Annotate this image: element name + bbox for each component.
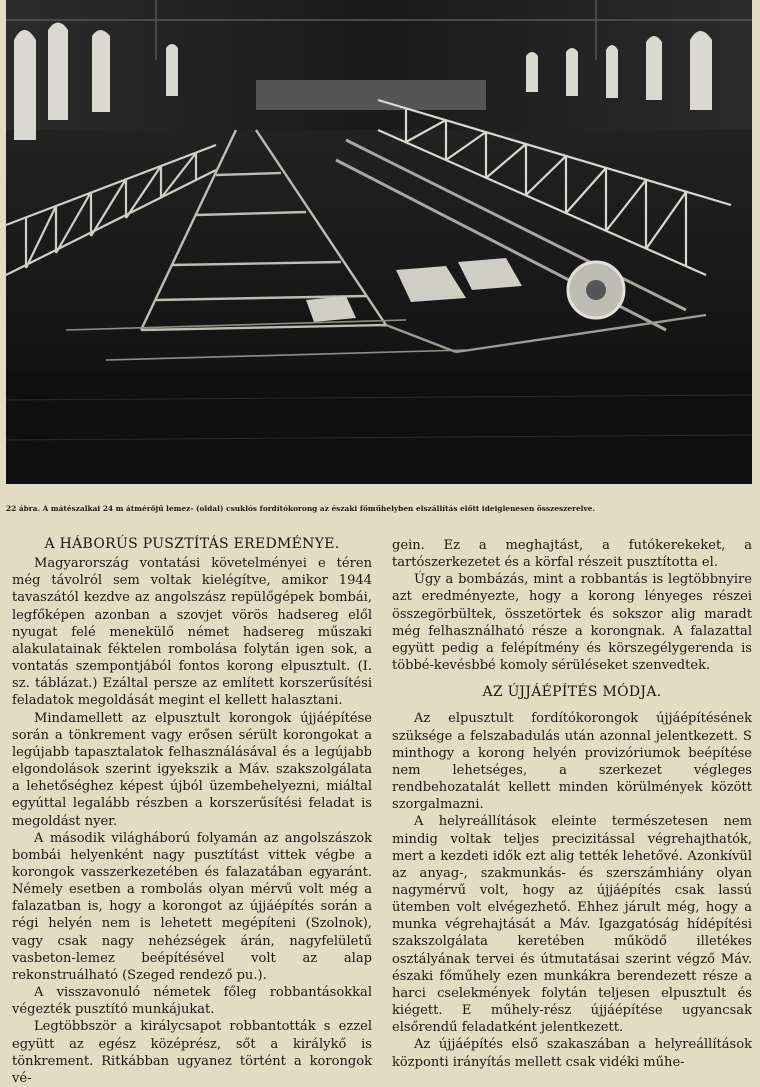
- paragraph: Az újjáépítés első szakaszában a helyreállítások központi irányítás mellett csak vidéki műhe-: [392, 1037, 752, 1070]
- paragraph: Magyarország vontatási követelményei e téren még távolról sem voltak kielégítve, amikor 1944 tavaszától kezdve az angolszász repülőgépek bombái, legfőképen azonban a szovjet vörös hadsereg elől nyugat felé menekülő német hadsereg műszaki alakulatainak féktelen rombolása folytán igen sok, a vontatás szempontjából fontos korong elpusztult. (I. sz. táblázat.) Ezáltal persze az említett korszerűsítési feladatok megoldását megint el kellett halasztani.: [12, 556, 372, 709]
- continued-paragraph: gein. Ez a meghajtást, a futókerekeket, a tartószerkezetet és a körfal részeit pusztította el.: [392, 538, 752, 571]
- paragraph: A helyreállítások eleinte természetesen nem mindig voltak teljes precizitással végrehajthatók, mert a kezdeti idők ezt alig tették lehetővé. Azonkívül az anyag-, szakmunkás- és szerszámhiány olyan nagymérvű volt, hogy az újjáépítés csak lassú ütemben volt elvégezhető. Ehhez járult még, hogy a munka végrehajtását a Máv. Igazgatóság hídépítési szakszolgálata keretében működő illetékes osztályának tervei és útmutatásai szerint végző Máv. északi főműhely ezen munkákra berendezett része a harci cselekmények folytán teljesen elpusztult és kiégett. E műhely-rész újjáépítése ugyancsak elsőrendű feladatként jelentkezett.: [392, 814, 752, 1036]
- section-heading-destruction: A HÁBORÚS PUSZTÍTÁS EREDMÉNYE.: [44, 536, 340, 552]
- figure-caption: 22 ábra. A mátészalkai 24 m átmérőjű lemez- (oldal) csuklós fordítókorong az északi főműhelyben elszállítás előtt ideiglenesen összeszerelve.: [6, 504, 596, 513]
- right-column: [392, 537, 752, 1071]
- paragraph: A visszavonuló németek főleg robbantásokkal végezték pusztító munkájukat.: [12, 985, 372, 1018]
- paragraph: A második világháború folyamán az angolszászok bombái helyenként nagy pusztítást vittek végbe a korongok vasszerkezetében és falazatában egyaránt. Némely esetben a rombolás olyan mérvű volt még a falazatban is, hogy a korongot az újjáépítés során a régi helyén nem is lehetett megépíteni (Szolnok), vagy csak nagy nehézségek árán, nagyfelületű vasbeton-lemez beépítésével volt az alap rekonstruálható (Szeged rendező pu.).: [12, 830, 372, 983]
- paragraph: Mindamellett az elpusztult korongok újjáépítése során a tönkrement vagy erősen sérült korongokat a legújabb tapasztalatok felhasználásával és a legújabb elgondolások szerint igyekszik a Máv. szakszolgálata a lehetőséghez képest újból üzembehelyezni, miáltal egyúttal legalább részben a korszerűsítési feladat is megoldást nyer.: [12, 710, 372, 829]
- section-heading-reconstruction: AZ ÚJJÁÉPÍTÉS MÓDJA.: [482, 684, 662, 701]
- paragraph: Az elpusztult fordítókorongok újjáépítésének szüksége a felszabadulás után azonnal jelentkezett. S minthogy a korong helyén provizóriumok beépítése nem lehetséges, a szerkezet végleges rendbehozatalát kellett minden körülmények között szorgalmazni.: [392, 711, 752, 813]
- paragraph: Úgy a bombázás, mint a robbantás is legtöbbnyire azt eredményezte, hogy a korong lényeges részei összegörbültek, összetörtek és sokszor alig maradt még felhasználható része a korongnak. A falazattal együtt pedig a felépítmény és körszegélygerenda is többé-kevésbbé komoly sérüléseket szenvedtek.: [392, 572, 752, 674]
- paragraph: Legtöbbször a királycsapot robbantották s ezzel együtt az egész középrész, sőt a királykő is tönkrement. Ritkábban ugyanez történt a korongok vé-: [12, 1019, 372, 1086]
- left-column: [12, 536, 372, 1087]
- workshop-turntable-photo: [6, 0, 752, 484]
